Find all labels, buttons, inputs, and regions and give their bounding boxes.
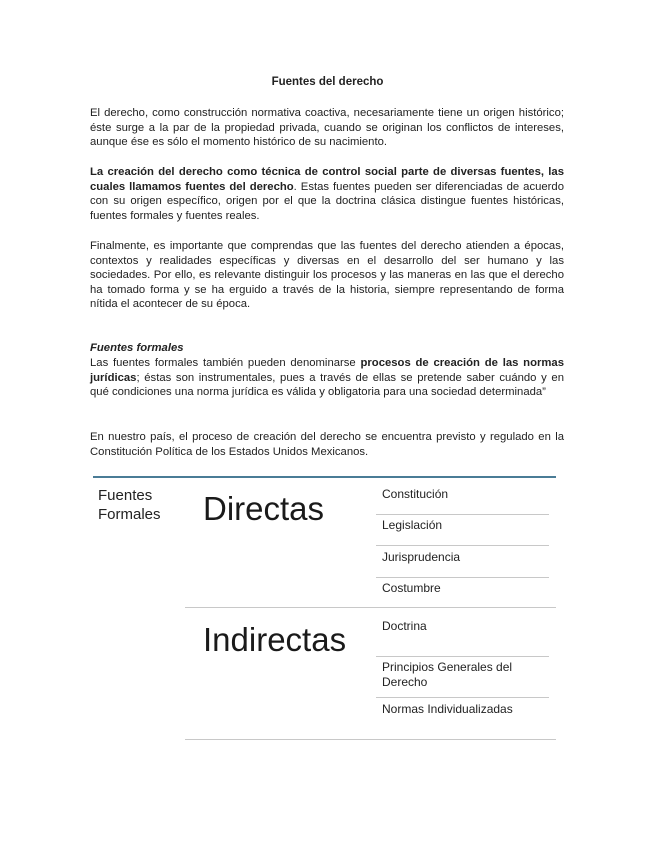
item-divider	[376, 697, 549, 698]
item-divider	[376, 514, 549, 515]
item-divider	[376, 545, 549, 546]
diagram-top-rule	[93, 476, 556, 478]
formal-sources-diagram	[93, 476, 556, 746]
paragraph-conclusion: Finalmente, es importante que comprendas que las fuentes del derecho atienden a épocas, contextos y realidades específicas y diversas en el desarrollo del ser humano y las sociedades. Por ello, es relevante distinguir los procesos y las maneras en las que el derecho ha tomado forma y se ha erguido a través de la historia, siempre representando de forma nítida el acontecer de su época.	[90, 240, 564, 311]
directas-label: Directas	[203, 490, 325, 527]
paragraph-formal-bold: procesos de creación de las normas jurídicas	[90, 357, 564, 384]
indirectas-label: Indirectas	[203, 621, 347, 658]
paragraph-creation-bold: La creación del derecho como técnica de control social parte de diversas fuentes, las cuales llamamos fuentes del derecho	[90, 166, 564, 193]
section-heading: Fuentes formales	[90, 342, 184, 354]
item-divider	[376, 656, 549, 657]
paragraph-constitution: En nuestro país, el proceso de creación del derecho se encuentra previsto y regulado en la Constitución Política de los Estados Unidos Mexicanos.	[90, 431, 564, 458]
indirectas-item: Doctrina	[382, 619, 427, 633]
directas-item: Jurisprudencia	[382, 550, 461, 564]
directas-item: Costumbre	[382, 581, 441, 595]
indirectas-item: Normas Individualizadas	[382, 702, 513, 716]
paragraph-creation	[90, 165, 564, 223]
group-divider	[185, 607, 556, 608]
item-divider	[376, 577, 549, 578]
paragraph-creation-rest: . Estas fuentes pueden ser diferenciadas de acuerdo con su origen específico, origen por el que la doctrina clásica distingue fuentes históricas, fuentes formales y fuentes reales.	[90, 180, 564, 222]
paragraph-formal-start: Las fuentes formales también pueden denominarse	[90, 357, 361, 369]
diagram-bottom-rule	[185, 739, 556, 740]
paragraph-formal-rest: ; éstas son instrumentales, pues a través de ellas se pretende saber cuándo y en qué condiciones una norma jurídica es válida y obligatoria para una sociedad determinada”	[90, 371, 564, 399]
directas-item: Legislación	[382, 518, 443, 532]
diagram-root-label: Fuentes Formales	[98, 487, 161, 523]
indirectas-item: Principios Generales del Derecho	[382, 660, 513, 689]
document-title: Fuentes del derecho	[271, 76, 384, 88]
paragraph-formal-sources	[90, 356, 564, 400]
paragraph-origin: El derecho, como construcción normativa coactiva, necesariamente tiene un origen histórico; éste surge a la par de la propiedad privada, cuando se originan los conflictos de intereses, aunque ése es sólo el momento histórico de su nacimiento.	[90, 107, 564, 149]
directas-item: Constitución	[382, 487, 449, 501]
